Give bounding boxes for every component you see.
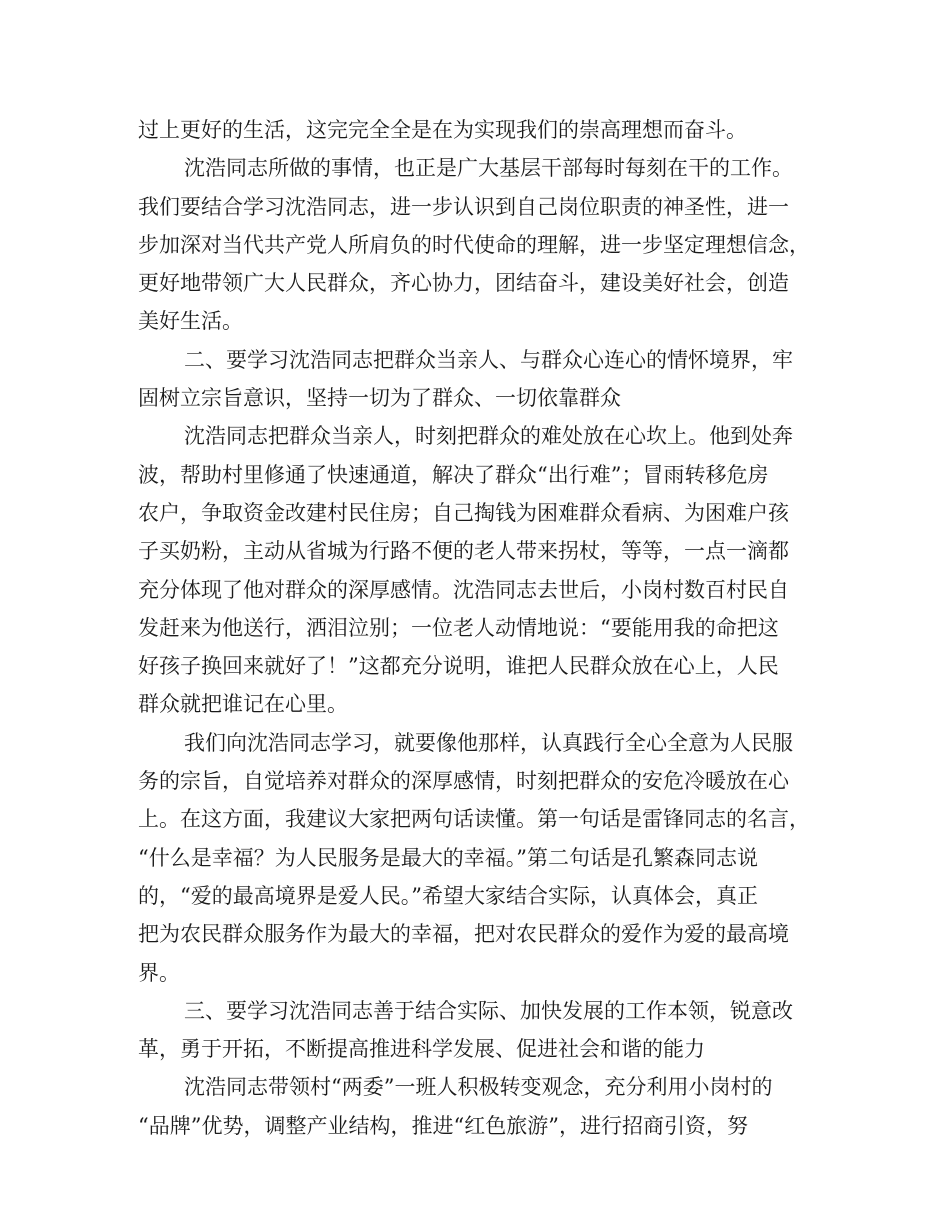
text-line: 充分体现了他对群众的深厚感情。沈浩同志去世后，小岗村数百村民自 [138,577,789,602]
text-line: “品牌”优势，调整产业结构，推进“红色旅游”，进行招商引资，努 [138,1113,748,1138]
text-line: 沈浩同志所做的事情，也正是广大基层干部每时每刻在干的工作。 [184,156,793,181]
text-line: 我们要结合学习沈浩同志，进一步认识到自己岗位职责的神圣性，进一 [138,194,789,219]
text-line: 界。 [138,960,180,985]
text-line: 更好地带领广大人民群众，齐心协力，团结奋斗，建设美好社会，创造 [138,271,789,296]
text-line: 子买奶粉，主动从省城为行路不便的老人带来拐杖，等等，一点一滴都 [138,539,789,564]
text-line: 步加深对当代共产党人所肩负的时代使命的理解，进一步坚定理想信念， [138,232,810,257]
text-line: 固树立宗旨意识，坚持一切为了群众、一切依靠群众 [138,386,621,411]
text-line: 三、要学习沈浩同志善于结合实际、加快发展的工作本领，锐意改 [184,998,793,1023]
text-line: 革，勇于开拓，不断提高推进科学发展、促进社会和谐的能力 [138,1037,705,1062]
text-line: 好孩子换回来就好了！”这都充分说明，谁把人民群众放在心上，人民 [138,654,779,679]
text-line: 发赶来为他送行，洒泪泣别；一位老人动情地说：“要能用我的命把这 [138,615,779,640]
text-line: 的，“爱的最高境界是爱人民。”希望大家结合实际，认真体会，真正 [138,883,758,908]
text-line: 沈浩同志把群众当亲人，时刻把群众的难处放在心坎上。他到处奔 [184,424,793,449]
document-page [138,111,818,1145]
text-line: 过上更好的生活，这完完全全是在为实现我们的崇高理想而奋斗。 [138,118,747,142]
text-line: 把为农民群众服务作为最大的幸福，把对农民群众的爱作为爱的最高境 [138,922,789,947]
text-line: 我们向沈浩同志学习，就要像他那样，认真践行全心全意为人民服 [184,730,793,755]
text-line: 务的宗旨，自觉培养对群众的深厚感情，时刻把群众的安危冷暖放在心 [138,769,789,794]
text-line: “什么是幸福？为人民服务是最大的幸福。”第二句话是孔繁森同志说 [138,845,758,870]
text-line: 上。在这方面，我建议大家把两句话读懂。第一句话是雷锋同志的名言， [138,807,810,832]
text-line: 沈浩同志带领村“两委”一班人积极转变观念，充分利用小岗村的 [184,1075,773,1100]
text-line: 群众就把谁记在心里。 [138,692,348,717]
text-line: 农户，争取资金改建村民住房；自己掏钱为困难群众看病、为困难户孩 [138,500,789,525]
text-line: 二、要学习沈浩同志把群众当亲人、与群众心连心的情怀境界，牢 [184,347,793,372]
text-line: 美好生活。 [138,309,243,334]
text-line: 波，帮助村里修通了快速通道，解决了群众“出行难”；冒雨转移危房 [138,462,769,487]
